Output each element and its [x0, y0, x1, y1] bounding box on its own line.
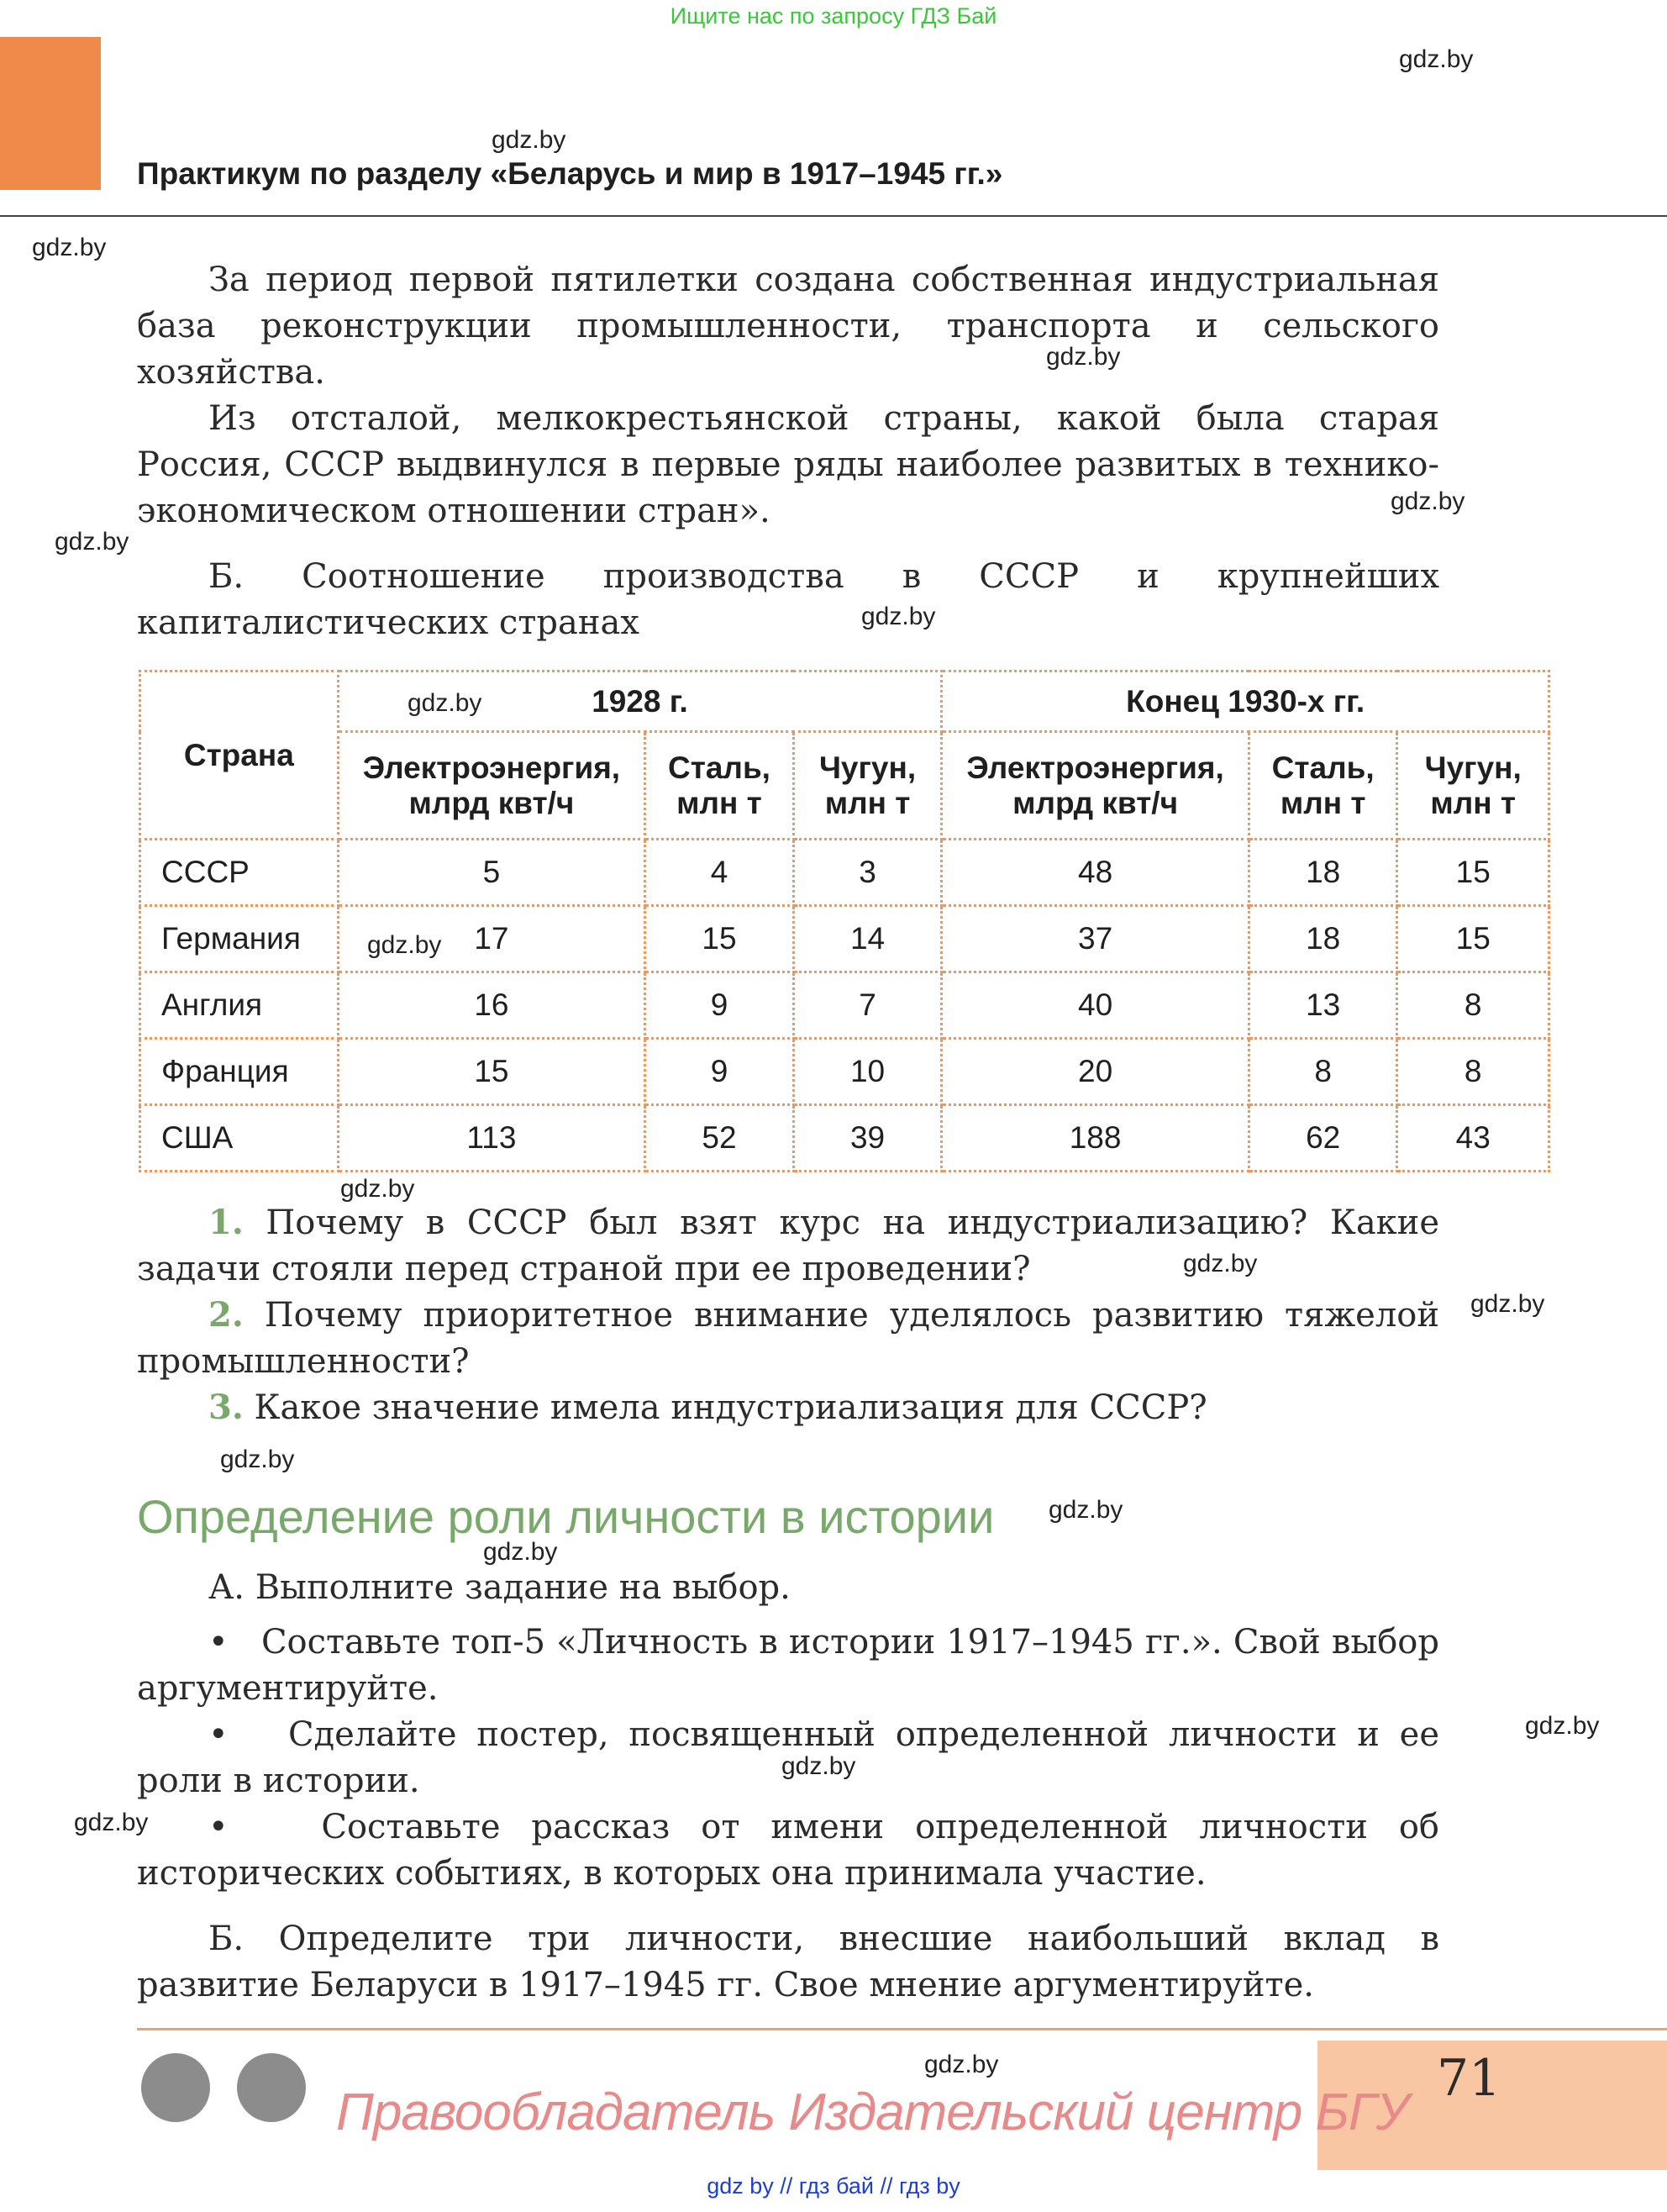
table-cell: 15 [645, 906, 794, 972]
table-cell: 9 [645, 1039, 794, 1105]
watermark: gdz.by [340, 1175, 415, 1203]
copyright-notice: Правообладатель Издательский центр БГУ [336, 2083, 1409, 2141]
question-number: 3. [208, 1388, 244, 1427]
country-cell: Франция [140, 1039, 339, 1105]
watermark: gdz.by [1399, 45, 1474, 73]
bullet-item [137, 1620, 1439, 1712]
table-cell: 14 [793, 906, 942, 972]
table-cell: 8 [1397, 972, 1549, 1039]
table-cell: 15 [1397, 840, 1549, 906]
bullet-text: Составьте рассказ от имени определенной личности об исторических событиях, в которых она принимала участие. [137, 1808, 1439, 1893]
table-cell: 15 [338, 1039, 645, 1105]
table-cell: 17 [338, 906, 645, 972]
top-banner[interactable]: Ищите нас по запросу ГДЗ Бай [670, 3, 997, 29]
country-cell: СССР [140, 840, 339, 906]
table-cell: 8 [1249, 1039, 1397, 1105]
table-cell: 48 [942, 840, 1249, 906]
watermark: gdz.by [861, 603, 936, 630]
bullet-icon: • [208, 1808, 229, 1846]
question-text: Почему приоритетное внимание уделялось развитию тяжелой промышленности? [137, 1296, 1439, 1381]
table-cell: 39 [793, 1105, 942, 1172]
watermark: gdz.by [1183, 1250, 1258, 1277]
table-cell: 4 [645, 840, 794, 906]
country-cell: Германия [140, 906, 339, 972]
col-electricity-header: Электроэнергия, млрд квт/ч [338, 732, 645, 840]
watermark: gdz.by [1046, 343, 1121, 371]
question-number: 2. [208, 1295, 244, 1335]
production-table [139, 670, 1550, 1172]
table-cell: 40 [942, 972, 1249, 1039]
question [137, 1384, 1439, 1431]
bullet-icon: • [208, 1715, 229, 1754]
table-cell: 10 [793, 1039, 942, 1105]
table-row [140, 1039, 1549, 1105]
country-cell: Англия [140, 972, 339, 1039]
question-number: 1. [208, 1203, 244, 1242]
watermark: gdz.by [492, 126, 566, 154]
col-electricity-header: Электроэнергия, млрд квт/ч [942, 732, 1249, 840]
paragraph [137, 396, 1439, 535]
header-title: Практикум по разделу «Беларусь и мир в 1917–1945 гг.» [137, 156, 1003, 191]
watermark: gdz.by [367, 931, 442, 959]
task-a-text: А. Выполните задание на выбор. [208, 1568, 791, 1607]
watermark: gdz.by [408, 689, 482, 717]
table-cell: 113 [338, 1105, 645, 1172]
question-text: Почему в СССР был взят курс на индустриализацию? Какие задачи стояли перед страной при ее проведении? [137, 1203, 1440, 1288]
header-rule [0, 215, 1667, 217]
decorative-circle [237, 2053, 306, 2122]
section-heading: Определение роли личности в истории [137, 1490, 995, 1543]
table-row [140, 906, 1549, 972]
task-b-text: Б. Определите три личности, внесшие наибольший вклад в развитие Беларуси в 1917–1945 гг. Свое мнение аргументируйте. [137, 1920, 1439, 2004]
table-cell: 16 [338, 972, 645, 1039]
col-steel-header: Сталь, млн т [1249, 732, 1397, 840]
country-header: Страна [140, 672, 339, 840]
footer-rule [137, 2028, 1667, 2030]
table-row [140, 1105, 1549, 1172]
bullet-icon: • [208, 1623, 229, 1662]
table-row [140, 972, 1549, 1039]
bottom-links[interactable]: gdz by // гдз бай // гдз by [707, 2173, 960, 2199]
table-cell: 8 [1397, 1039, 1549, 1105]
table-cell: 37 [942, 906, 1249, 972]
table-cell: 52 [645, 1105, 794, 1172]
col-iron-header: Чугун, млн т [1397, 732, 1549, 840]
col-iron-header: Чугун, млн т [793, 732, 942, 840]
table-cell: 18 [1249, 840, 1397, 906]
table-cell: 5 [338, 840, 645, 906]
bullet-text: Сделайте постер, посвященный определенной личности и ее роли в истории. [137, 1715, 1439, 1800]
question [137, 1292, 1439, 1385]
bullet-item [137, 1804, 1439, 1897]
decorative-circle [141, 2053, 210, 2122]
watermark: gdz.by [74, 1809, 149, 1836]
table-caption-text: Б. Соотношение производства в СССР и крупнейших капиталистических странах [137, 557, 1439, 642]
bullet-item [137, 1712, 1439, 1804]
watermark: gdz.by [483, 1538, 558, 1566]
watermark: gdz.by [781, 1752, 856, 1780]
table-cell: 43 [1397, 1105, 1549, 1172]
bullet-text: Составьте топ-5 «Личность в истории 1917–1945 гг.». Свой выбор аргументируйте. [137, 1623, 1439, 1708]
table-row [140, 840, 1549, 906]
table-cell: 7 [793, 972, 942, 1039]
orange-tab [0, 37, 101, 190]
watermark: gdz.by [32, 234, 107, 261]
table-cell: 9 [645, 972, 794, 1039]
table-cell: 13 [1249, 972, 1397, 1039]
watermark: gdz.by [924, 2051, 999, 2078]
watermark: gdz.by [1391, 487, 1465, 515]
watermark: gdz.by [220, 1446, 295, 1473]
table-cell: 62 [1249, 1105, 1397, 1172]
task-b [137, 1916, 1439, 2009]
watermark: gdz.by [55, 528, 129, 556]
country-cell: США [140, 1105, 339, 1172]
table-cell: 18 [1249, 906, 1397, 972]
table-cell: 20 [942, 1039, 1249, 1105]
period-1928-header: 1928 г. [338, 672, 942, 732]
table-cell: 188 [942, 1105, 1249, 1172]
table-cell: 3 [793, 840, 942, 906]
paragraph-text: Из отсталой, мелкокрестьянской страны, какой была старая Россия, СССР выдвинулся в первые ряды наиболее развитых в технико-экономическом отношении стран». [137, 399, 1439, 530]
table-cell: 15 [1397, 906, 1549, 972]
page-number: 71 [1437, 2049, 1501, 2108]
watermark: gdz.by [1470, 1290, 1545, 1318]
question-text: Какое значение имела индустриализация для СССР? [254, 1388, 1207, 1427]
col-steel-header: Сталь, млн т [645, 732, 794, 840]
question [137, 1199, 1439, 1293]
paragraph [137, 257, 1439, 396]
period-late-1930s-header: Конец 1930-х гг. [942, 672, 1549, 732]
task-a [137, 1565, 1439, 1611]
watermark: gdz.by [1049, 1496, 1123, 1524]
table-caption [137, 554, 1439, 646]
watermark: gdz.by [1525, 1712, 1600, 1740]
paragraph-text: За период первой пятилетки создана собственная индустриальная база реконструкции промышленности, транспорта и сельского хозяйства. [137, 261, 1439, 392]
